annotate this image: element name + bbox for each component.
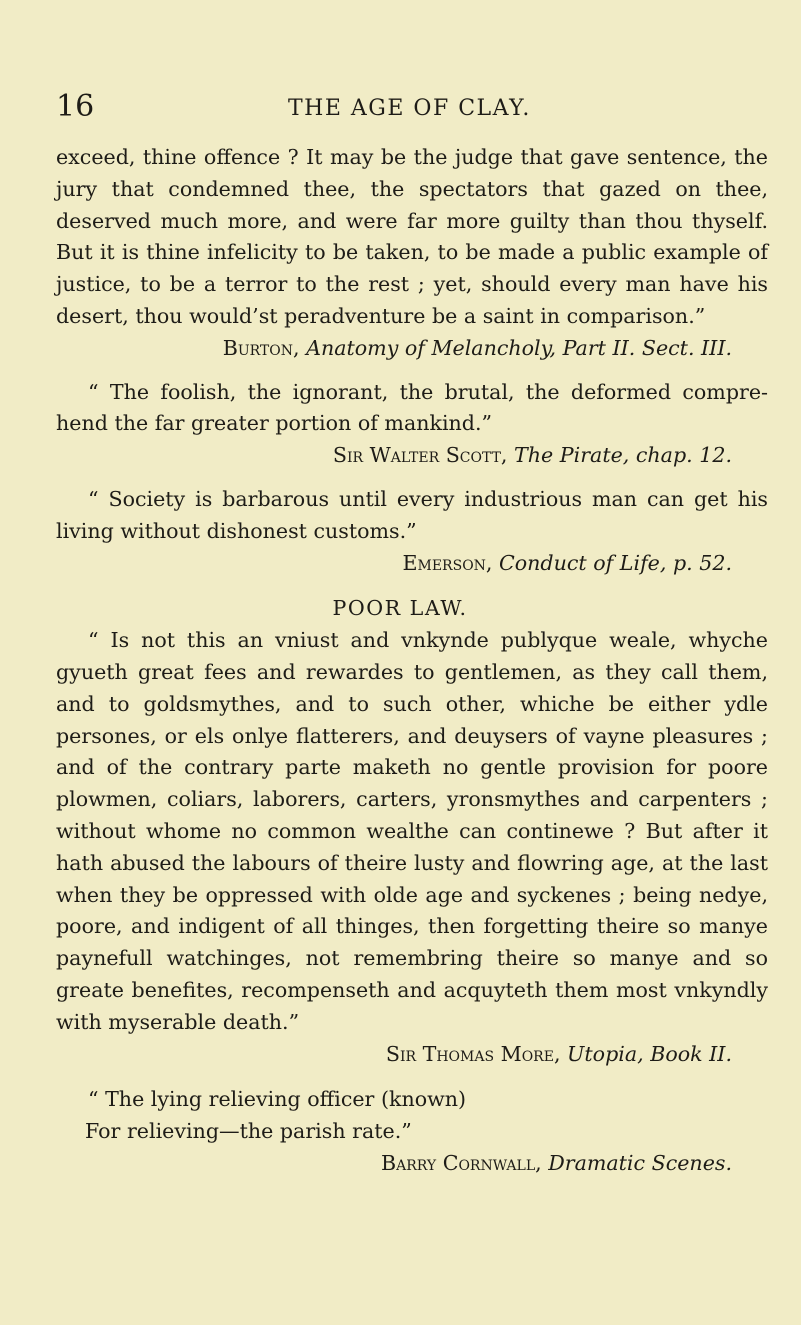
burton-author: Burton, — [222, 335, 300, 360]
cornwall-work: Dramatic Scenes. — [548, 1150, 732, 1175]
more-quote: “ Is not this an vniust and vnkynde publyque weale, whyche gyueth great fees and rewardes to gentlemen, as they call them, and to goldsmythes, and to such other, whiche be either ydle persones, or els onlye flatterers, and deuysers of vayne pleasures ; and of the contrary parte maketh no gentle provision for poore plowmen, coliars, laborers, carters, yronsmythes and carpenters ; without whome no common wealthe can continewe ? But after it hath abused the labours of theire lusty and flowring age, at the last when they be oppressed with olde age and syckenes ; being nedye, poore, and indigent of all thinges, then forgetting theire so manye paynefull watchinges, not remembring theire so manye and so greate benefites, recompenseth and acquyteth them most vnkyndly with myserable death.” — [56, 628, 768, 1034]
page-body — [56, 142, 768, 1180]
emerson-attribution — [56, 548, 768, 580]
cornwall-verse-line-1: “ The lying relieving officer (known) — [88, 1087, 467, 1112]
emerson-author: Emerson, — [402, 550, 493, 575]
cornwall-verse-line-2: For relieving—the parish rate.” — [85, 1119, 412, 1144]
scott-attribution — [56, 440, 768, 472]
burton-attribution — [56, 333, 768, 365]
running-head: THE AGE OF CLAY. — [288, 96, 531, 121]
page-number: 16 — [56, 89, 95, 124]
burton-quote: exceed, thine offence ? It may be the judge that gave sentence, the jury that condemned thee, the spectators that gazed on thee, deserved much more, and were far more guilty than thou thyself. But it is thine infelicity to be taken, to be made a public example of justice, to be a terror to the rest ; yet, should every man have his desert, thou would’st peradventure be a saint in comparison.” — [56, 145, 768, 328]
burton-work: Anatomy of Melancholy, Part II. Sect. III. — [306, 335, 732, 360]
scott-work: The Pirate, chap. 12. — [514, 443, 732, 468]
more-author: Sir Thomas More, — [385, 1041, 561, 1066]
emerson-quote: “ Society is barbarous until every industrious man can get his living without dishonest customs.” — [56, 486, 768, 543]
emerson-work: Conduct of Life, p. 52. — [499, 550, 732, 575]
cornwall-attribution — [56, 1148, 768, 1180]
section-title: POOR LAW. — [332, 596, 468, 621]
scott-author: Sir Walter Scott, — [332, 443, 508, 468]
cornwall-verse — [56, 1084, 768, 1148]
scott-quote: “ The foolish, the ignorant, the brutal, the deformed compre-hend the far greater portion of mankind.” — [56, 379, 768, 436]
page-header — [56, 89, 764, 132]
more-work: Utopia, Book II. — [567, 1041, 732, 1066]
cornwall-author: Barry Cornwall, — [381, 1150, 542, 1175]
more-attribution — [56, 1039, 768, 1071]
